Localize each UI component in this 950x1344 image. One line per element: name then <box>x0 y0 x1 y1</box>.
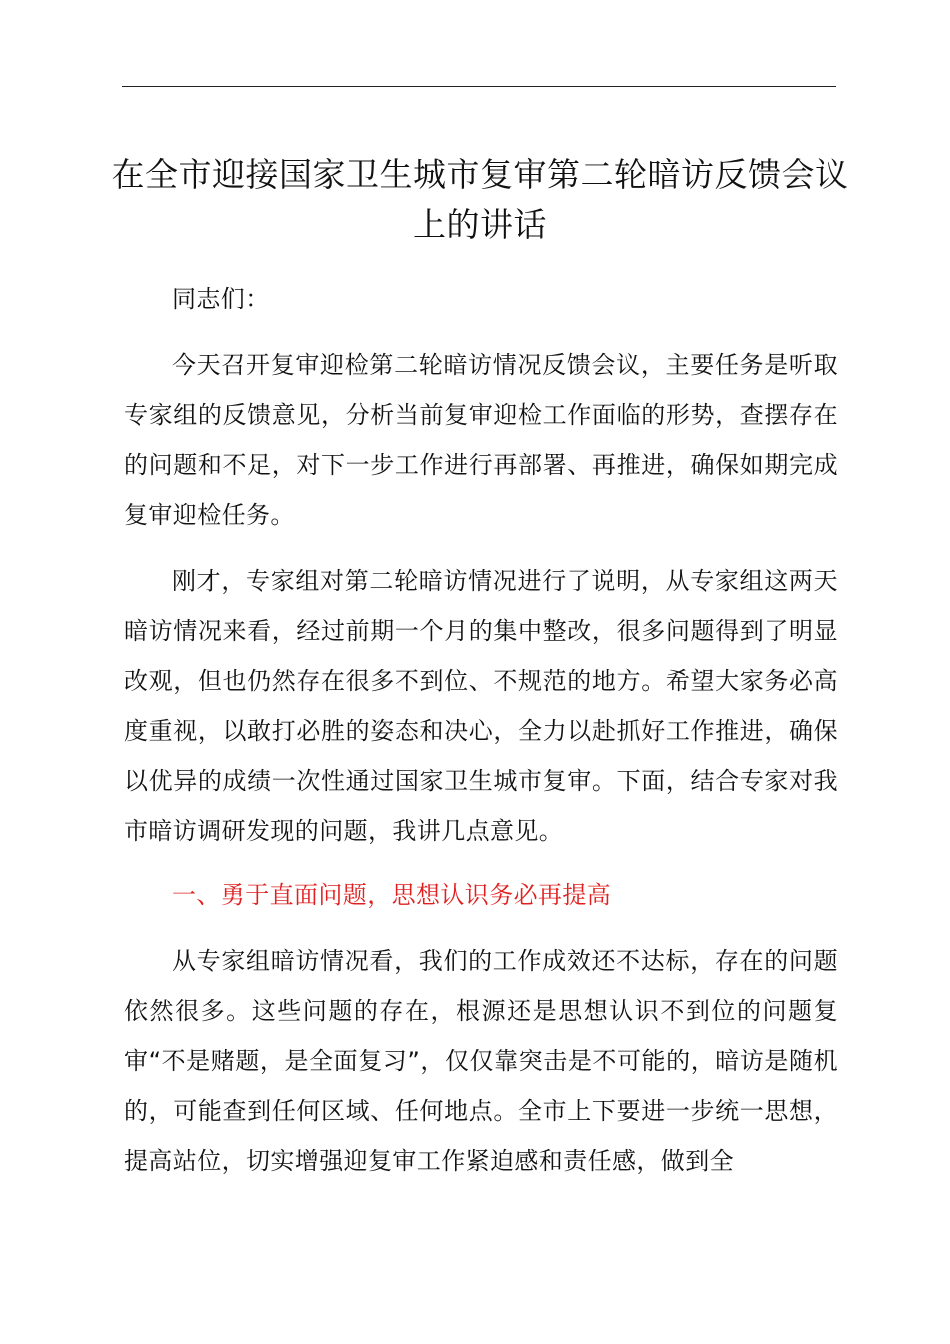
header-rule <box>122 86 836 87</box>
salutation: 同志们： <box>172 285 270 313</box>
document-title: 在全市迎接国家卫生城市复审第二轮暗访反馈会议上的讲话 <box>111 155 849 244</box>
paragraph-opening: 今天召开复审迎检第二轮暗访情况反馈会议，主要任务是听取专家组的反馈意见，分析当前复审迎检工作面临的形势，查摆存在的问题和不足，对下一步工作进行再部署、再推进，确保如期完成复审迎检任务。 <box>124 351 838 529</box>
section-heading-1: 一、勇于直面问题，思想认识务必再提高 <box>172 881 612 909</box>
paragraph-problems: 从专家组暗访情况看，我们的工作成效还不达标，存在的问题依然很多。这些问题的存在，根源还是思想认识不到位的问题复审“不是赌题，是全面复习”，仅仅靠突击是不可能的，暗访是随机的，可能查到任何区域、任何地点。全市上下要进一步统一思想，提高站位，切实增强迎复审工作紧迫感和责任感，做到全 <box>124 947 838 1175</box>
paragraph-feedback: 刚才，专家组对第二轮暗访情况进行了说明，从专家组这两天暗访情况来看，经过前期一个月的集中整改，很多问题得到了明显改观，但也仍然存在很多不到位、不规范的地方。希望大家务必高度重视，以敢打必胜的姿态和决心，全力以赴抓好工作推进，确保以优异的成绩一次性通过国家卫生城市复审。下面，结合专家对我市暗访调研发现的问题，我讲几点意见。 <box>124 567 838 845</box>
